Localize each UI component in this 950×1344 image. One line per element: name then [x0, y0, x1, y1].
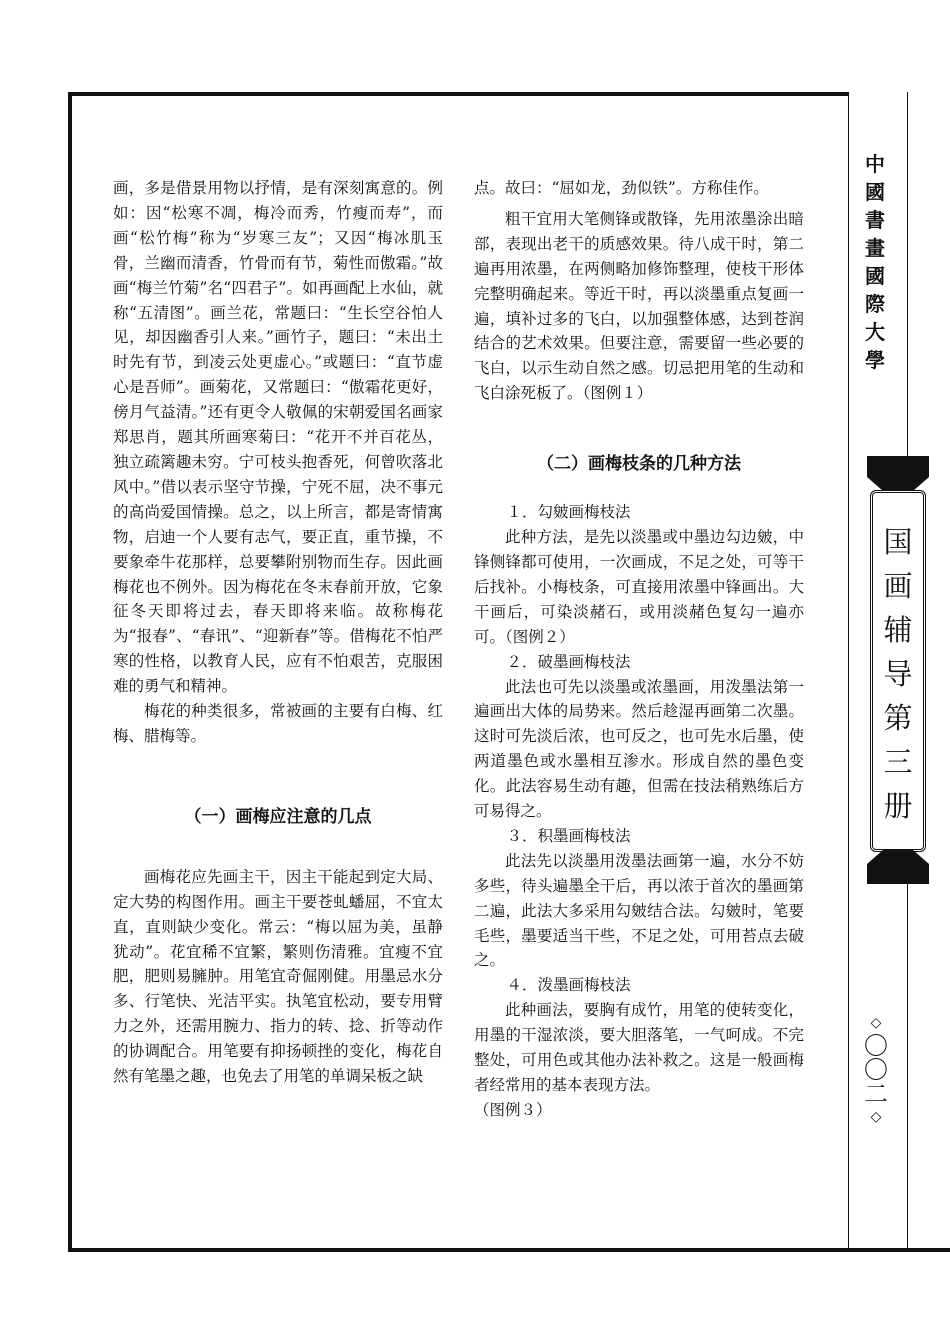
book-title — [870, 520, 926, 828]
method-2-text: 此法也可先以淡墨或浓墨画，用泼墨法第一遍画出大体的局势来。然后趁湿再画第二次墨。这时可先淡后浓，也可反之，也可先水后墨，使两道墨色或水墨相互渗水。形成自然的墨色变化。此法容易生动有趣，但需在技法稍熟练后方可易得之。 — [474, 677, 804, 821]
page-number-diamond: ◇ — [870, 1015, 882, 1031]
book-title-char: 第 — [883, 701, 913, 735]
book-title-band-top — [867, 456, 929, 463]
method-4-text: 此种画法，要胸有成竹，用笔的使转变化，用墨的干湿浓淡，要大胆落笔，一气呵成。不完整处，可用色或其他办法补救之。这是一般画梅者经常用的基本表现方法。 — [474, 1001, 804, 1094]
section-heading-2: （二）画梅枝条的几种方法 — [537, 454, 741, 475]
book-title-char: 导 — [883, 657, 913, 691]
left-column — [113, 176, 443, 1089]
method-2-title: ２．破墨画梅枝法 — [506, 652, 631, 671]
left-paragraph-3: 画梅花应先画主干，因主干能起到定大局、定大势的构图作用。画主干要苍虬蟠屈，不宜太直，直则缺少变化。常云：“梅以屈为美，虽静犹动”。花宜稀不宜繁，繁则伤清雅。宜瘦不宜肥，肥则易臃肿。用笔宜奇倔刚健。用墨忌水分多、行笔快、光洁平实。执笔宜松动，要专用臂力之外，还需用腕力、指力的转、捻、折等动作的协调配合。用笔要有抑扬顿挫的变化，梅花自然有笔墨之趣，也免去了用笔的单调呆板之缺 — [113, 867, 443, 1086]
frame-bottom-rule — [68, 1248, 950, 1252]
page-number-digit: 〇 — [864, 1056, 888, 1084]
sidebar-rule-left — [848, 92, 849, 1252]
page-number — [860, 1012, 892, 1128]
right-column — [474, 176, 804, 1123]
university-char: 際 — [865, 292, 885, 316]
method-4-title: ４．泼墨画梅枝法 — [506, 976, 631, 995]
left-paragraph-2: 梅花的种类很多，常被画的主要有白梅、红梅、腊梅等。 — [113, 702, 443, 745]
page-number-digit: 〇 — [864, 1032, 888, 1060]
university-char: 書 — [865, 208, 885, 232]
university-char: 國 — [865, 264, 885, 288]
method-3-text: 此法先以淡墨用泼墨法画第一遍，水分不妨多些，待头遍墨全干后，再以浓于首次的墨画第二遍，此法大多采用勾皴结合法。勾皴时，笔要毛些，墨要适当干些，不足之处，可用苔点去破之。 — [474, 851, 804, 970]
book-title-char: 册 — [883, 789, 913, 823]
book-title-char: 辅 — [883, 613, 913, 647]
university-name — [860, 150, 890, 374]
method-1-text: 此种方法，是先以淡墨或中墨边勾边皴，中锋侧锋都可使用，一次画成，不足之处，可等干后找补。小梅枝条，可直接用浓墨中锋画出。大干画后，可染淡赭石，或用淡赭色复勾一遍亦可。（图例２） — [474, 528, 804, 646]
book-title-band-bottom — [867, 877, 929, 884]
right-paragraph-1: 点。故曰：“屈如龙，劲似铁”。方称佳作。 — [474, 179, 769, 197]
university-char: 畫 — [865, 236, 885, 260]
book-title-char: 画 — [883, 569, 913, 603]
section-heading-1: （一）画梅应注意的几点 — [184, 806, 372, 827]
university-char: 學 — [865, 348, 885, 372]
method-1-title: １．勾皴画梅枝法 — [506, 503, 631, 522]
left-paragraph-1: 画，多是借景用物以抒情，是有深刻寓意的。例如：因“松寒不凋，梅冷而秀，竹瘦而寿”，而画“松竹梅”称为“岁寒三友”；又因“梅冰肌玉骨，兰幽而清香，竹骨而有节，菊性而傲霜。”故画“梅兰竹菊”名“四君子”。如再画配上水仙，就称“五清图”。画兰花，常题曰：“生长空谷怕人见，却因幽香引人来。”画竹子，题曰：“未出土时先有节，到凌云处更虚心。”或题曰：“直节虚心是吾师”。画菊花，又常题曰：“傲霜花更好，傍月气益清。”还有更令人敬佩的宋朝爱国名画家郑思肖，题其所画寒菊曰：“花开不并百花丛，独立疏篱趣未穷。宁可枝头抱香死，何曾吹落北风中。”借以表示坚守节操，宁死不屈，决不事元的高尚爱国情操。总之，以上所言，都是寄情寓物，启迪一个人要有志气，要正直，重节操，不要象牵牛花那样，总要攀附别物而生存。因此画梅花也不例外。因为梅花在冬末春前开放，它象征冬天即将过去，春天即将来临。故称梅花为“报春”、“春讯”、“迎新春”等。借梅花不怕严寒的性格，以教育人民，应有不怕艰苦，克服困难的勇气和精神。 — [113, 179, 443, 696]
book-title-char: 国 — [883, 525, 913, 559]
right-paragraph-2: 粗干宜用大笔侧锋或散锋，先用浓墨涂出暗部，表现出老干的质感效果。待八成干时，第二遍再用浓墨，在两侧略加修饰整理，使枝干形体完整明确起来。等近干时，再以淡墨重点复画一遍，填补过多的飞白，以加强整体感，达到苍润结合的艺术效果。但要注意，需要留一些必要的飞白，以示生动自然之感。切忌把用笔的生动和飞白涂死板了。（图例１） — [474, 209, 804, 403]
figure-ref-3: （图例３） — [474, 1100, 552, 1119]
university-char: 中 — [865, 152, 885, 176]
book-title-char: 三 — [883, 745, 913, 779]
book-title-ornament-bottom — [867, 850, 929, 878]
page-number-digit: 二 — [864, 1080, 888, 1108]
university-char: 國 — [865, 180, 885, 204]
method-3-title: ３．积墨画梅枝法 — [506, 826, 631, 845]
page-number-diamond: ◇ — [870, 1109, 882, 1125]
university-char: 大 — [865, 320, 885, 344]
book-title-ornament-top — [867, 463, 929, 493]
